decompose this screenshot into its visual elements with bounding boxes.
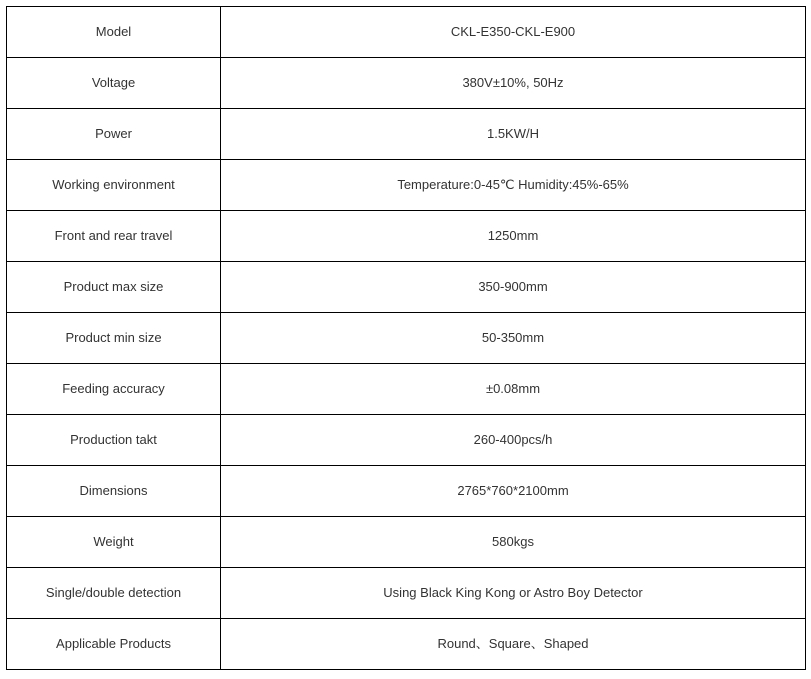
row-value-single-double-detection: Using Black King Kong or Astro Boy Detector (221, 568, 806, 619)
row-label-production-takt: Production takt (7, 415, 221, 466)
table-row (7, 313, 806, 364)
table-row (7, 619, 806, 670)
row-label-weight: Weight (7, 517, 221, 568)
row-label-working-environment: Working environment (7, 160, 221, 211)
table-row (7, 7, 806, 58)
row-label-product-max-size: Product max size (7, 262, 221, 313)
row-label-single-double-detection: Single/double detection (7, 568, 221, 619)
row-value-feeding-accuracy: ±0.08mm (221, 364, 806, 415)
row-value-dimensions: 2765*760*2100mm (221, 466, 806, 517)
table-row (7, 364, 806, 415)
table-row (7, 211, 806, 262)
spec-table-body (7, 7, 806, 670)
row-label-model: Model (7, 7, 221, 58)
table-row (7, 160, 806, 211)
row-label-voltage: Voltage (7, 58, 221, 109)
row-label-feeding-accuracy: Feeding accuracy (7, 364, 221, 415)
row-value-model: CKL-E350-CKL-E900 (221, 7, 806, 58)
table-row (7, 517, 806, 568)
table-row (7, 58, 806, 109)
table-row (7, 568, 806, 619)
table-row (7, 415, 806, 466)
spec-table (6, 6, 806, 670)
row-value-voltage: 380V±10%, 50Hz (221, 58, 806, 109)
row-label-dimensions: Dimensions (7, 466, 221, 517)
row-value-front-rear-travel: 1250mm (221, 211, 806, 262)
row-label-power: Power (7, 109, 221, 160)
row-value-production-takt: 260-400pcs/h (221, 415, 806, 466)
table-row (7, 262, 806, 313)
row-value-working-environment: Temperature:0-45℃ Humidity:45%-65% (221, 160, 806, 211)
table-row (7, 109, 806, 160)
row-value-weight: 580kgs (221, 517, 806, 568)
row-value-product-max-size: 350-900mm (221, 262, 806, 313)
row-value-power: 1.5KW/H (221, 109, 806, 160)
table-row (7, 466, 806, 517)
row-label-applicable-products: Applicable Products (7, 619, 221, 670)
row-value-product-min-size: 50-350mm (221, 313, 806, 364)
row-value-applicable-products: Round、Square、Shaped (221, 619, 806, 670)
row-label-front-rear-travel: Front and rear travel (7, 211, 221, 262)
row-label-product-min-size: Product min size (7, 313, 221, 364)
